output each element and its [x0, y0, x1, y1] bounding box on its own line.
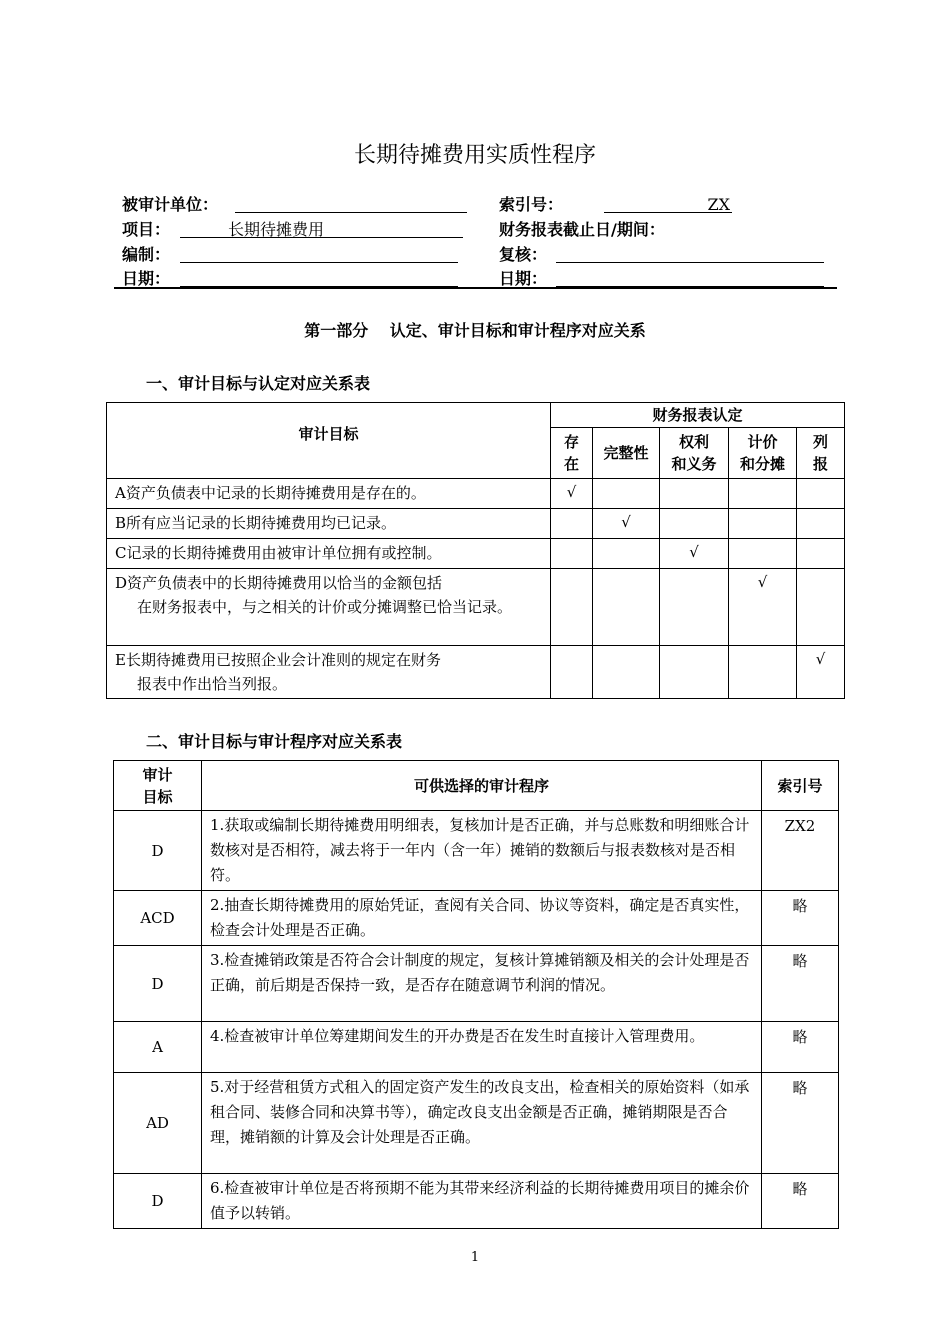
- prepared-label: 编制：: [122, 245, 171, 264]
- table-row: [107, 569, 845, 646]
- target-cell: ACD: [114, 891, 202, 946]
- index-cell: 略: [762, 1174, 839, 1229]
- check-mark: [797, 539, 845, 569]
- table-row: [114, 891, 839, 946]
- index-label: 索引号：: [499, 195, 564, 214]
- part-title: 第一部分 认定、审计目标和审计程序对应关系: [304, 321, 646, 340]
- date-label: 日期：: [122, 269, 171, 288]
- check-mark: [593, 646, 660, 699]
- index-cell: 略: [762, 891, 839, 946]
- target-cell: D: [114, 946, 202, 1022]
- check-mark: √: [593, 509, 660, 539]
- procedure-cell: 3.检查摊销政策是否符合会计制度的规定，复核计算摊销额及相关的会计处理是否正确，前后期是否保持一致，是否存在随意调节利润的情况。: [202, 946, 762, 1022]
- check-mark: [729, 479, 797, 509]
- procedure-cell: 4.检查被审计单位筹建期间发生的开办费是否在发生时直接计入管理费用。: [202, 1022, 762, 1073]
- assertion-header: 完整性: [593, 428, 660, 479]
- header-procedure: 可供选择的审计程序: [202, 761, 762, 811]
- check-mark: [660, 646, 729, 699]
- page-title: 长期待摊费用实质性程序: [353, 143, 596, 168]
- target-cell: D: [114, 1174, 202, 1229]
- header-fs-assertions: 财务报表认定: [551, 403, 845, 428]
- check-mark: √: [729, 569, 797, 646]
- objective-cell: B所有应当记录的长期待摊费用均已记录。: [107, 509, 551, 539]
- check-mark: [729, 539, 797, 569]
- reviewed-label: 复核：: [499, 245, 548, 264]
- check-mark: [797, 569, 845, 646]
- target-cell: D: [114, 811, 202, 891]
- review-date-label: 日期：: [499, 269, 548, 288]
- objective-cell: E长期待摊费用已按照企业会计准则的规定在财务 报表中作出恰当列报。: [107, 646, 551, 699]
- check-mark: [551, 569, 593, 646]
- index-cell: 略: [762, 1073, 839, 1174]
- project-label: 项目：: [122, 220, 171, 239]
- table-row: [114, 1174, 839, 1229]
- procedure-cell: 1.获取或编制长期待摊费用明细表，复核加计是否正确，并与总账数和明细账合计数核对是否相符，减去将于一年内（含一年）摊销的数额后与报表数核对是否相符。: [202, 811, 762, 891]
- prepared-field[interactable]: [180, 262, 458, 263]
- index-cell: 略: [762, 946, 839, 1022]
- auditee-label: 被审计单位：: [122, 195, 219, 214]
- objective-cell: D资产负债表中的长期待摊费用以恰当的金额包括 在财务报表中，与之相关的计价或分摊调整已恰当记录。: [107, 569, 551, 646]
- assertion-header: 权利 和义务: [660, 428, 729, 479]
- table-row: [114, 946, 839, 1022]
- target-cell: AD: [114, 1073, 202, 1174]
- index-value: ZX: [707, 195, 730, 214]
- objective-cell: A资产负债表中记录的长期待摊费用是存在的。: [107, 479, 551, 509]
- check-mark: [551, 646, 593, 699]
- check-mark: [660, 479, 729, 509]
- period-label: 财务报表截止日/期间：: [499, 220, 665, 239]
- check-mark: [660, 569, 729, 646]
- table-row: [114, 1022, 839, 1073]
- assertion-table: [106, 402, 845, 699]
- check-mark: [660, 509, 729, 539]
- target-cell: A: [114, 1022, 202, 1073]
- auditee-field[interactable]: [235, 212, 467, 213]
- procedure-cell: 2.抽查长期待摊费用的原始凭证，查阅有关合同、协议等资料，确定是否真实性，检查会计处理是否正确。: [202, 891, 762, 946]
- check-mark: [593, 569, 660, 646]
- check-mark: [551, 539, 593, 569]
- page-number: 1: [470, 1250, 480, 1265]
- assertion-header: 计价 和分摊: [729, 428, 797, 479]
- table-row: [107, 479, 845, 509]
- header-index: 索引号: [762, 761, 839, 811]
- assertion-header: 列 报: [797, 428, 845, 479]
- check-mark: [797, 479, 845, 509]
- index-cell: 略: [762, 1022, 839, 1073]
- check-mark: [729, 646, 797, 699]
- header-rule: [114, 287, 837, 289]
- section1-title: 一、审计目标与认定对应关系表: [146, 374, 371, 393]
- table-row: [107, 539, 845, 569]
- objective-cell: C记录的长期待摊费用由被审计单位拥有或控制。: [107, 539, 551, 569]
- check-mark: √: [660, 539, 729, 569]
- table-row: [114, 811, 839, 891]
- check-mark: √: [551, 479, 593, 509]
- procedure-table: [113, 760, 839, 1229]
- assertion-header: 存 在: [551, 428, 593, 479]
- index-cell: ZX2: [762, 811, 839, 891]
- table-row: [107, 509, 845, 539]
- header-audit-target: 审计 目标: [114, 761, 202, 811]
- section2-title: 二、审计目标与审计程序对应关系表: [146, 732, 403, 751]
- check-mark: [593, 479, 660, 509]
- check-mark: √: [797, 646, 845, 699]
- procedure-cell: 6.检查被审计单位是否将预期不能为其带来经济利益的长期待摊费用项目的摊余价值予以转销。: [202, 1174, 762, 1229]
- header-audit-objective: 审计目标: [107, 403, 551, 479]
- procedure-cell: 5.对于经营租赁方式租入的固定资产发生的改良支出，检查相关的原始资料（如承租合同、装修合同和决算书等），确定改良支出金额是否正确，摊销期限是否合理，摊销额的计算及会计处理是否正确。: [202, 1073, 762, 1174]
- table-row: [107, 646, 845, 699]
- check-mark: [593, 539, 660, 569]
- project-value: 长期待摊费用: [228, 220, 325, 239]
- check-mark: [797, 509, 845, 539]
- table-row: [114, 1073, 839, 1174]
- reviewed-field[interactable]: [556, 262, 824, 263]
- check-mark: [729, 509, 797, 539]
- check-mark: [551, 509, 593, 539]
